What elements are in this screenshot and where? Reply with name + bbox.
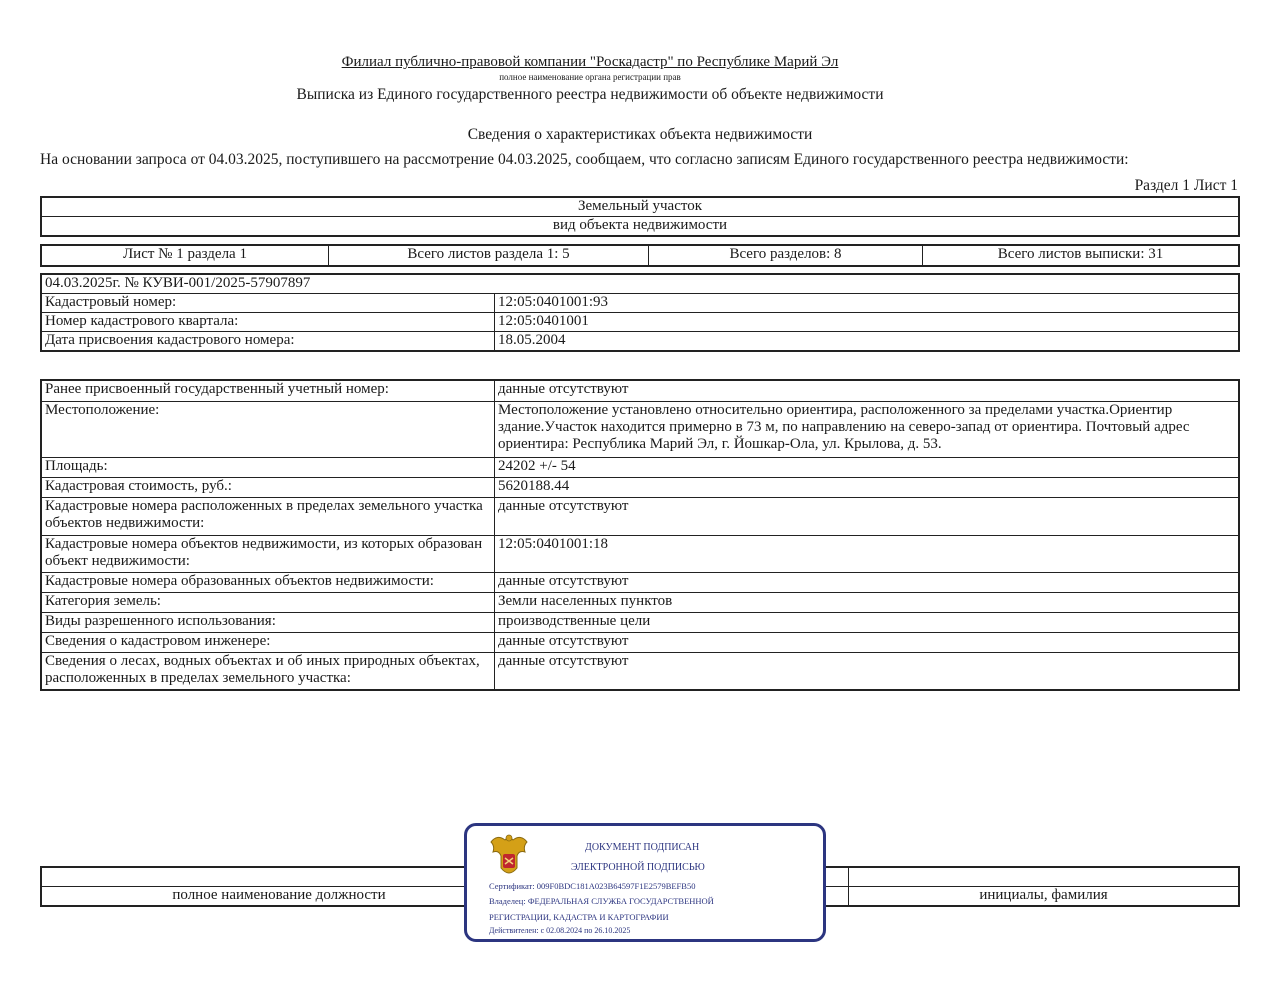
object-type-table <box>40 196 1240 237</box>
object-type-caption: вид объекта недвижимости <box>41 217 1239 237</box>
stamp-certificate: Сертификат: 009F0BDC181A023B64597F1E2579BEFB50 <box>489 881 696 891</box>
table-row <box>41 313 1239 332</box>
row-value: 12:05:0401001 <box>495 313 1240 332</box>
sheet-number: Лист № 1 раздела 1 <box>41 245 329 266</box>
total-sections: Всего разделов: 8 <box>649 245 923 266</box>
row-value: данные отсутствуют <box>495 572 1240 592</box>
row-value: производственные цели <box>495 612 1240 632</box>
object-type: Земельный участок <box>41 197 1239 217</box>
table-row <box>41 612 1239 632</box>
row-label: Номер кадастрового квартала: <box>41 313 495 332</box>
row-label: Сведения о кадастровом инженере: <box>41 632 495 652</box>
stamp-owner-line2: РЕГИСТРАЦИИ, КАДАСТРА И КАРТОГРАФИИ <box>489 912 669 922</box>
row-value: 24202 +/- 54 <box>495 457 1240 477</box>
details-table <box>40 379 1240 691</box>
row-label: Кадастровые номера образованных объектов недвижимости: <box>41 572 495 592</box>
document-title: Выписка из Единого государственного реестра недвижимости об объекте недвижимости <box>296 86 884 103</box>
name-caption: инициалы, фамилия <box>849 887 1240 907</box>
org-name-caption: полное наименование органа регистрации прав <box>499 72 681 82</box>
row-value: данные отсутствуют <box>495 497 1240 535</box>
row-value: Земли населенных пунктов <box>495 592 1240 612</box>
table-row <box>41 332 1239 352</box>
basis-text: На основании запроса от 04.03.2025, поступившего на рассмотрение 04.03.2025, сообщаем, что согласно записям Единого государственного реестра недвижимости: <box>40 151 1129 168</box>
table-row <box>41 457 1239 477</box>
row-label: Площадь: <box>41 457 495 477</box>
row-value: 12:05:0401001:18 <box>495 535 1240 572</box>
section-sheet-label: Раздел 1 Лист 1 <box>1134 177 1238 194</box>
table-row <box>41 294 1239 313</box>
row-value: 5620188.44 <box>495 477 1240 497</box>
table-row <box>41 652 1239 690</box>
stamp-owner-line1: Владелец: ФЕДЕРАЛЬНАЯ СЛУЖБА ГОСУДАРСТВЕННОЙ <box>489 896 714 906</box>
row-label: Кадастровые номера расположенных в пределах земельного участка объектов недвижимости: <box>41 497 495 535</box>
row-label: Сведения о лесах, водных объектах и об иных природных объектах, расположенных в пределах земельного участка: <box>41 652 495 690</box>
table-row <box>41 477 1239 497</box>
table-row <box>41 401 1239 457</box>
table-row <box>41 632 1239 652</box>
row-value: 12:05:0401001:93 <box>495 294 1240 313</box>
e-signature-stamp <box>464 823 826 942</box>
row-label: Кадастровая стоимость, руб.: <box>41 477 495 497</box>
row-label: Виды разрешенного использования: <box>41 612 495 632</box>
row-value: данные отсутствуют <box>495 632 1240 652</box>
total-section-sheets: Всего листов раздела 1: 5 <box>329 245 649 266</box>
total-sheets: Всего листов выписки: 31 <box>923 245 1240 266</box>
org-name: Филиал публично-правовой компании "Роскадастр" по Республике Марий Эл <box>341 54 839 70</box>
table-row <box>41 497 1239 535</box>
row-label: Кадастровые номера объектов недвижимости, из которых образован объект недвижимости: <box>41 535 495 572</box>
section-title: Сведения о характеристиках объекта недвижимости <box>467 126 813 143</box>
stamp-validity: Действителен: с 02.08.2024 по 26.10.2025 <box>489 926 631 935</box>
table-row <box>41 592 1239 612</box>
row-label: Ранее присвоенный государственный учетный номер: <box>41 380 495 401</box>
row-label: Дата присвоения кадастрового номера: <box>41 332 495 352</box>
position-caption: полное наименование должности <box>41 887 517 907</box>
row-label: Категория земель: <box>41 592 495 612</box>
coat-of-arms-icon <box>487 832 531 882</box>
table-row <box>41 380 1239 401</box>
row-value: данные отсутствуют <box>495 652 1240 690</box>
row-value: Местоположение установлено относительно ориентира, расположенного за пределами участка.Ориентир здание.Участок находится примерно в 73 м, по направлению на северо-запад от ориентира. Почтовый адрес ориентира: Республика Марий Эл, г. Йошкар-Ола, ул. Крылова, д. 53. <box>495 401 1240 457</box>
table-row <box>41 535 1239 572</box>
request-number: 04.03.2025г. № КУВИ-001/2025-57907897 <box>41 274 1239 294</box>
row-label: Кадастровый номер: <box>41 294 495 313</box>
stamp-line2: ЭЛЕКТРОННОЙ ПОДПИСЬЮ <box>571 862 705 873</box>
main-info-table <box>40 273 1240 352</box>
table-row <box>41 572 1239 592</box>
row-value: 18.05.2004 <box>495 332 1240 352</box>
stamp-line1: ДОКУМЕНТ ПОДПИСАН <box>585 842 700 853</box>
row-value: данные отсутствуют <box>495 380 1240 401</box>
sheet-info-table <box>40 244 1240 267</box>
row-label: Местоположение: <box>41 401 495 457</box>
